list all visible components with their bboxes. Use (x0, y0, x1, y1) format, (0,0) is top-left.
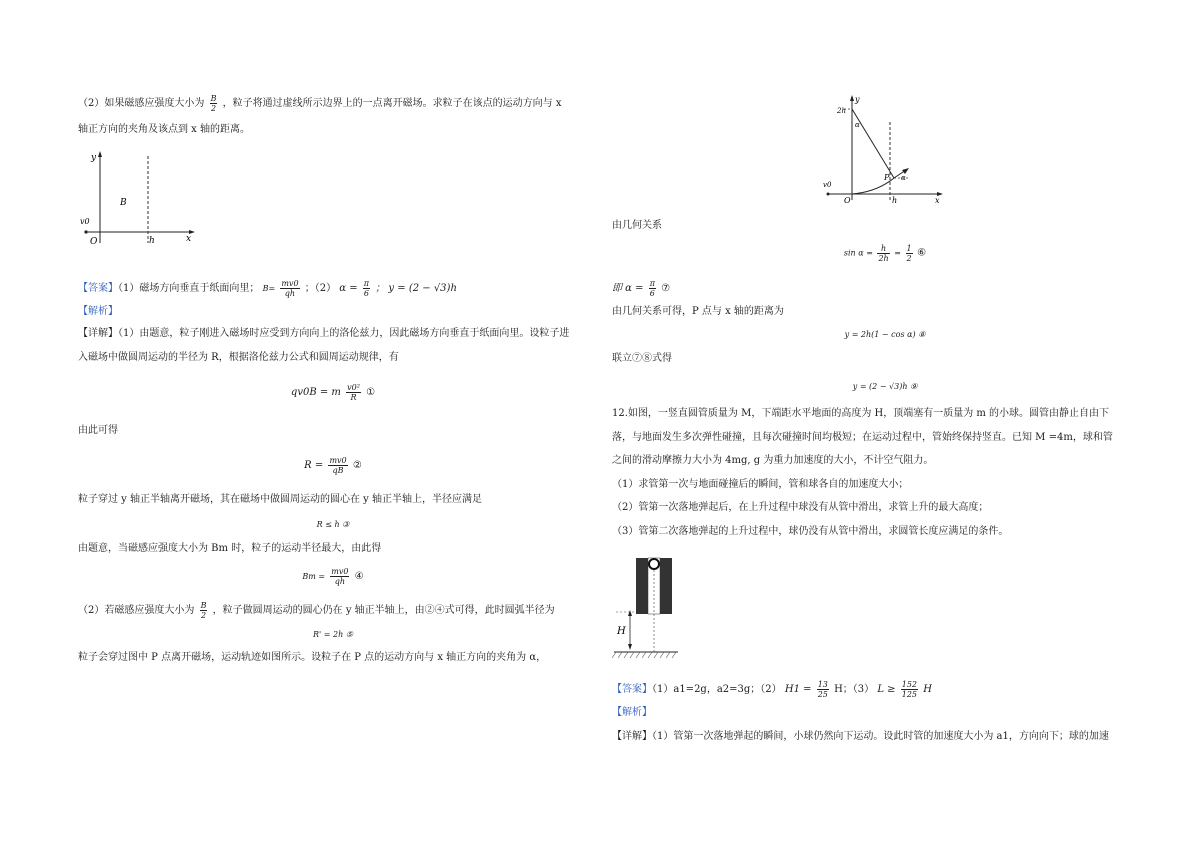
detail-line-5: 由题意，当磁感应强度大小为 Bm 时，粒子的运动半径最大，由此得 (78, 543, 382, 554)
answer-tag: 【答案】 (78, 283, 118, 294)
fig2-h-label: h (892, 196, 898, 205)
equation-3: R ≤ h ③ (316, 520, 350, 529)
fig1-B-label: B (120, 198, 127, 208)
fig1-O-label: O (90, 237, 98, 247)
fig2-v0-label: v0 (823, 181, 832, 189)
q12-answer-line: 【答案】（1）a1=2g，a2=3g；（2） H1 = $\frac{13}{25}$ H；（3） L ≥ $\frac{152}{125}$ H (612, 680, 932, 699)
question-2-line-1: （2）如果磁感应强度大小为 $\frac{B}{2}$ ，粒子将通过虚线所示边界上的一点离开磁场。求粒子在该点的运动方向与 x (78, 94, 562, 113)
question-12-part-2: （2）管第一次落地弹起后，在上升过程中球没有从管中滑出，求管上升的最大高度； (612, 502, 989, 513)
answer-line: 【答案】（1）磁场方向垂直于纸面向里； B= $\frac{mv0}{qh}$ ；（2） α = $\frac{\pi}{6}$ ； y = (2 − √3)h (78, 279, 457, 298)
detail-line-2: 入磁场中做圆周运动的半径为 R，根据洛伦兹力公式和圆周运动规律，有 (78, 352, 399, 363)
equation-6: sin α = $\frac{h}{2h}$ = $\frac{1}{2}$ ⑥ (843, 244, 927, 263)
ball (649, 559, 659, 569)
question-2-line-2: 轴正方向的夹角及该点到 x 轴的距离。 (78, 124, 250, 135)
tube-figure (612, 550, 682, 662)
geometry-line: 由几何关系 (612, 220, 662, 231)
trajectory-figure (822, 92, 947, 207)
magnetic-field-figure (78, 148, 198, 248)
q12-analysis-tag: 【解析】 (612, 707, 652, 718)
detail-line-4: 粒子穿过 y 轴正半轴离开磁场，其在磁场中做圆周运动的圆心在 y 轴正半轴上，半径应满足 (78, 494, 483, 505)
detail-line-6: （2）若磁感应强度大小为 $\frac{B}{2}$ ，粒子做圆周运动的圆心仍在 y 轴正半轴上，由②④式可得，此时圆弧半径为 (78, 601, 555, 620)
distance-line: 由几何关系可得，P 点与 x 轴的距离为 (612, 306, 784, 317)
equation-8: y = 2h(1 − cos α) ⑧ (844, 330, 926, 339)
tube-right-wall (660, 558, 672, 614)
fig2-particle-dot (827, 193, 830, 196)
question-12-line-1: 12.如图，一竖直圆管质量为 M，下端距水平地面的高度为 H，顶端塞有一质量为 m 的小球。圆管由静止自由下 (612, 408, 1110, 419)
bm-half-fraction: $\frac{B}{2}$ (210, 94, 217, 113)
detail-line-7: 粒子会穿过图中 P 点离开磁场，运动轨迹如图所示。设粒子在 P 点的运动方向与 x 轴正方向的夹角为 α， (78, 652, 547, 663)
detail-line-3: 由此可得 (78, 425, 118, 436)
equation-1: qv0B = m $\frac{\text{v0²}}{R}$ ① (290, 383, 376, 402)
equation-4: Bm = $\frac{mv0}{qh}$ ④ (302, 567, 364, 586)
radius-line (852, 109, 894, 178)
height-label: H (617, 626, 626, 637)
fig1-y-label: y (91, 153, 97, 163)
q12-detail-line: 【详解】（1）管第一次落地弹起的瞬间，小球仍然向下运动。设此时管的加速度大小为 a1，方向向下；球的加速 (612, 731, 1109, 742)
analysis-tag: 【解析】 (78, 306, 118, 317)
fig2-alpha2-label: α (901, 174, 906, 182)
equation-9: y = (2 − √3)h ⑨ (852, 382, 918, 391)
fig2-2h-label: 2h (837, 107, 846, 115)
fig1-h-label: h (149, 236, 155, 246)
fig2-y-label: y (855, 95, 860, 104)
equation-2: R = $\frac{mv0}{qB}$ ② (304, 456, 362, 475)
particle-dot (84, 230, 87, 233)
fig2-x-label: x (935, 196, 940, 205)
question-12-part-1: （1）求管第一次与地面碰撞后的瞬间，管和球各自的加速度大小； (612, 479, 909, 490)
fig1-v0-label: v0 (80, 217, 90, 226)
fig2-alpha-label: α (855, 121, 860, 129)
q12-answer-tag: 【答案】 (612, 684, 652, 695)
tube-left-wall (636, 558, 648, 614)
equation-5: R' = 2h ⑤ (313, 630, 353, 639)
fig2-P-label: P (884, 173, 890, 182)
question-12-line-2: 落，与地面发生多次弹性碰撞，且每次碰撞时间均极短；在运动过程中，管始终保持竖直。已知 M =4m，球和管 (612, 432, 1113, 443)
detail-line-1: 【详解】（1）由题意，粒子刚进入磁场时应受到方向向上的洛伦兹力，因此磁场方向垂直于纸面向里。设粒子进 (78, 328, 570, 339)
question-12-line-3: 之间的滑动摩擦力大小为 4mg, g 为重力加速度的大小，不计空气阻力。 (612, 455, 934, 466)
combine-line: 联立⑦⑧式得 (612, 353, 672, 364)
fig1-x-label: x (186, 234, 192, 244)
alpha-result-line: 即 α = $\frac{\pi}{6}$ ⑦ (612, 279, 671, 298)
question-12-part-3: （3）管第二次落地弹起的上升过程中，球仍没有从管中滑出，求圆管长度应满足的条件。 (612, 526, 1009, 537)
fig2-O-label: O (844, 196, 851, 205)
